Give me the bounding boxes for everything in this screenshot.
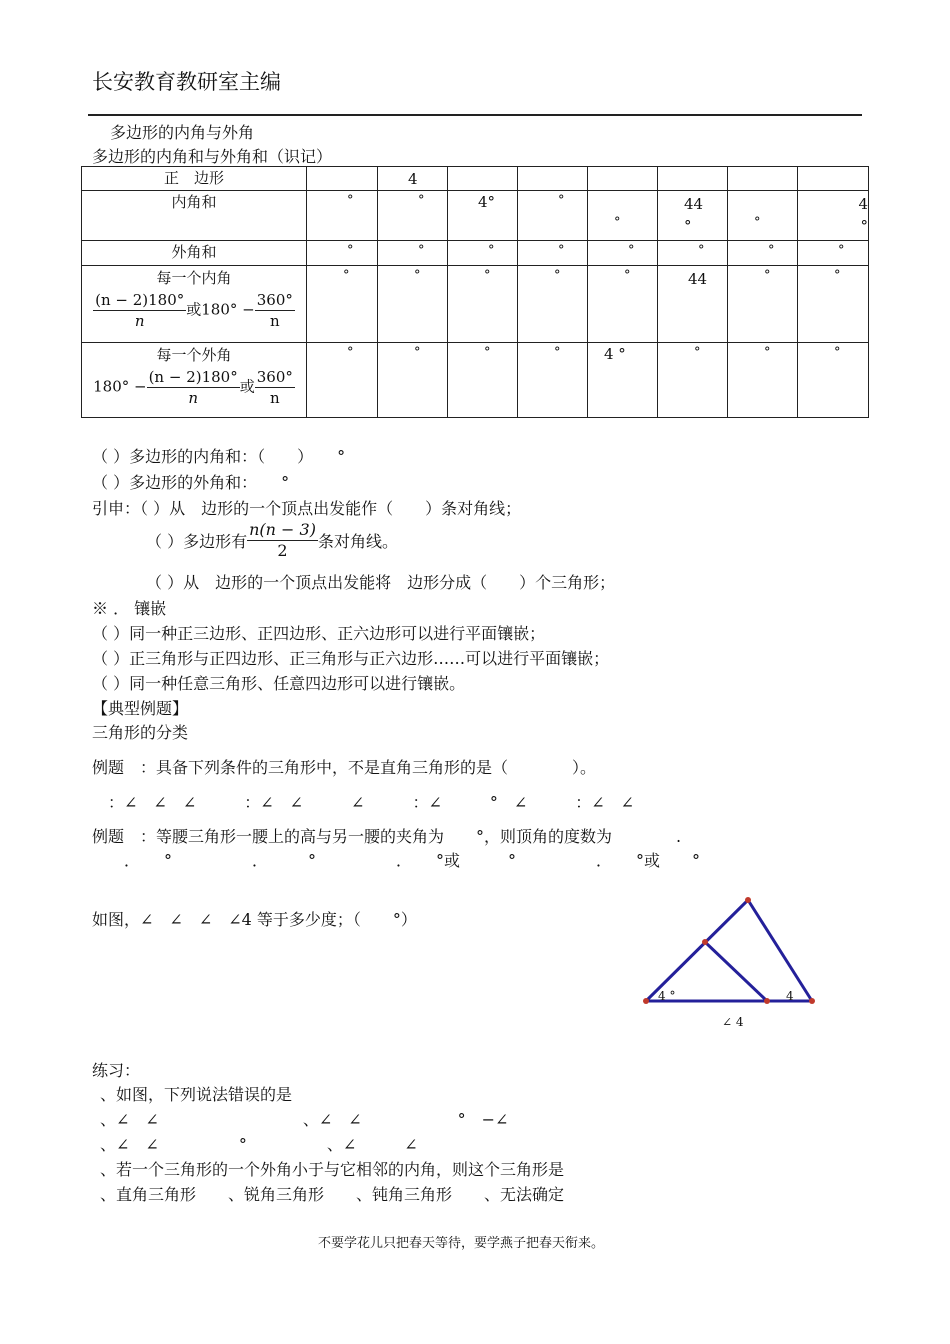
- text-line: （ ）多边形的外角和： °: [92, 473, 290, 492]
- table-cell: 44 °: [658, 191, 728, 241]
- diagonal-count-line: [146, 520, 398, 561]
- table-cell: °: [448, 266, 518, 343]
- line-suffix: 条对角线。: [317, 532, 398, 551]
- frac-denominator: n: [134, 312, 145, 330]
- text-line: ※ ． 镶嵌: [92, 599, 167, 618]
- row-label: 正 边形: [82, 167, 307, 191]
- table-cell: [658, 167, 728, 191]
- table-cell: °: [658, 241, 728, 266]
- figure-label-bottom: ∠ 4: [722, 1015, 744, 1029]
- table-cell: 4 °: [588, 343, 658, 418]
- table-cell: °: [588, 191, 658, 241]
- figure-label-left: 4 °: [658, 989, 676, 1003]
- text-line: 、∠ ∠ ° 、∠ ∠: [100, 1135, 418, 1154]
- table-row-each-exterior: [82, 343, 869, 418]
- table-row-interior-sum: [82, 191, 869, 241]
- table-cell: °: [728, 343, 798, 418]
- section-heading: 【典型例题】: [92, 699, 189, 718]
- table-cell: °: [588, 241, 658, 266]
- frac-denominator: n: [269, 312, 280, 330]
- table-cell: 4 °: [798, 191, 869, 241]
- frac-denominator: n: [269, 389, 280, 407]
- page-header: 长安教育教研室主编: [92, 70, 281, 94]
- row-label: 外角和: [82, 241, 307, 266]
- polygon-angle-table: [81, 166, 869, 418]
- table-cell: °: [798, 266, 869, 343]
- subtitle: 多边形的内角和与外角和（识记）: [92, 147, 333, 166]
- row-label-cell: [82, 266, 307, 343]
- text-line: （ ）从 边形的一个顶点出发能将 边形分成（ ）个三角形；: [146, 573, 616, 592]
- text-line: 、如图，下列说法错误的是: [100, 1085, 293, 1104]
- formula-or: 或180° −: [186, 300, 255, 319]
- text-line: 、∠ ∠ 、∠ ∠ ° −∠: [100, 1110, 509, 1129]
- section-heading: 三角形的分类: [92, 723, 189, 742]
- table-cell: °: [378, 266, 448, 343]
- table-cell: [798, 167, 869, 191]
- row-label: 每一个内角: [156, 269, 232, 287]
- table-cell: [728, 167, 798, 191]
- interior-formula: [82, 290, 306, 331]
- frac-numerator: (n − 2)180°: [148, 368, 238, 386]
- table-row-exterior-sum: [82, 241, 869, 266]
- table-row-sides: [82, 167, 869, 191]
- table-cell: °: [518, 191, 588, 241]
- example-2-options: ． ° ． ° ． °或 ° ． °或 °: [92, 851, 701, 870]
- table-cell: °: [728, 241, 798, 266]
- table-cell: °: [518, 241, 588, 266]
- frac-numerator: n(n − 3): [249, 520, 316, 539]
- table-cell: °: [728, 266, 798, 343]
- frac-numerator: 360°: [256, 368, 293, 386]
- frac-denominator: n: [188, 389, 198, 407]
- text-line: （ ）同一种正三边形、正四边形、正六边形可以进行平面镶嵌；: [92, 624, 546, 643]
- row-label: 每一个外角: [156, 346, 232, 364]
- table-cell: °: [307, 343, 378, 418]
- table-cell: °: [448, 241, 518, 266]
- triangle-figure: [636, 892, 826, 1037]
- header-rule: [88, 114, 862, 116]
- page-footer: 不要学花儿只把春天等待，要学燕子把春天衔来。: [318, 1236, 605, 1251]
- table-cell: °: [307, 266, 378, 343]
- formula-prefix: 180° −: [93, 377, 147, 396]
- table-cell: °: [378, 241, 448, 266]
- table-cell: °: [518, 266, 588, 343]
- table-cell: °: [378, 343, 448, 418]
- table-cell: [518, 167, 588, 191]
- text-line: 、若一个三角形的一个外角小于与它相邻的内角，则这个三角形是: [100, 1160, 565, 1179]
- table-cell: °: [658, 343, 728, 418]
- table-cell: °: [307, 241, 378, 266]
- table-cell: °: [307, 191, 378, 241]
- table-cell: [448, 167, 518, 191]
- row-label-cell: [82, 343, 307, 418]
- table-cell: [307, 167, 378, 191]
- text-line: 引申：（ ）从 边形的一个顶点出发能作（ ）条对角线；: [92, 499, 522, 518]
- table-cell: 4: [378, 167, 448, 191]
- table-row-each-interior: [82, 266, 869, 343]
- formula-or: 或: [239, 377, 255, 396]
- table-cell: °: [518, 343, 588, 418]
- example-1-options: ：∠ ∠ ∠ ：∠ ∠ ∠ ：∠ ° ∠ ：∠ ∠: [92, 793, 635, 812]
- table-cell: °: [728, 191, 798, 241]
- frac-numerator: 360°: [256, 291, 293, 309]
- frac-denominator: 2: [277, 541, 288, 560]
- example-2: 例题 ：等腰三角形一腰上的高与另一腰的夹角为 °，则顶角的度数为 .: [92, 827, 682, 846]
- text-line: 、直角三角形 、锐角三角形 、钝角三角形 、无法确定: [100, 1185, 565, 1204]
- section-title: 多边形的内角与外角: [110, 123, 255, 142]
- table-cell: °: [798, 343, 869, 418]
- exterior-formula: [82, 367, 306, 408]
- table-cell: [588, 167, 658, 191]
- figure-label-right: 4: [786, 989, 794, 1003]
- frac-numerator: (n − 2)180°: [95, 291, 185, 309]
- example-1: 例题 ：具备下列条件的三角形中，不是直角三角形的是（ ）。: [92, 758, 597, 777]
- row-label: 内角和: [82, 191, 307, 241]
- text-line: （ ）多边形的内角和：（ ） °: [92, 447, 346, 466]
- line-prefix: （ ）多边形有: [146, 532, 248, 551]
- table-cell: °: [588, 266, 658, 343]
- table-cell: 4°: [448, 191, 518, 241]
- text-line: （ ）同一种任意三角形、任意四边形可以进行镶嵌。: [92, 674, 466, 693]
- practice-heading: 练习：: [92, 1061, 141, 1080]
- table-cell: °: [378, 191, 448, 241]
- table-cell: 44: [658, 266, 728, 343]
- example-3: 如图，∠ ∠ ∠ ∠4 等于多少度；（ °）: [92, 910, 417, 929]
- table-cell: °: [798, 241, 869, 266]
- table-cell: °: [448, 343, 518, 418]
- text-line: （ ）正三角形与正四边形、正三角形与正六边形……可以进行平面镶嵌；: [92, 649, 610, 668]
